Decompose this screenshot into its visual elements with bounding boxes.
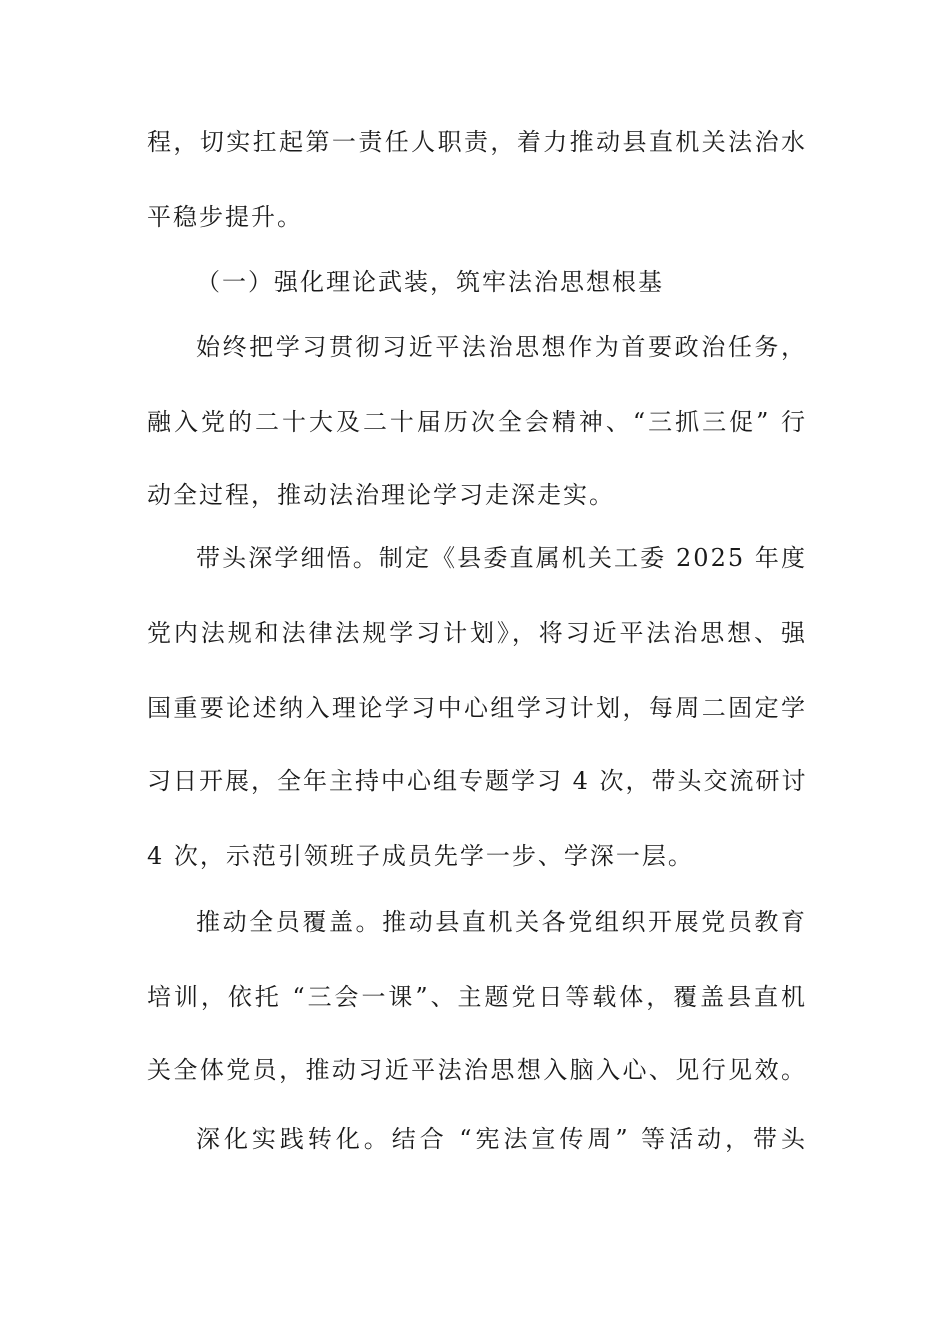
paragraph-line: 关全体党员，推动习近平法治思想入脑入心、见行见效。 — [147, 1056, 807, 1084]
paragraph-line: 党内法规和法律法规学习计划》，将习近平法治思想、强 — [147, 619, 807, 647]
section-heading: （一）强化理论武装，筑牢法治思想根基 — [196, 268, 664, 296]
paragraph-line: 平稳步提升。 — [147, 203, 303, 231]
paragraph-line: 4 次，示范引领班子成员先学一步、学深一层。 — [147, 842, 694, 870]
paragraph-line: 融入党的二十大及二十届历次全会精神、“三抓三促” 行 — [147, 408, 807, 436]
paragraph-line: 始终把学习贯彻习近平法治思想作为首要政治任务， — [196, 333, 807, 361]
paragraph-line: 国重要论述纳入理论学习中心组学习计划，每周二固定学 — [147, 694, 807, 722]
paragraph-line: 深化实践转化。结合 “宪法宣传周” 等活动，带头 — [196, 1125, 807, 1153]
paragraph-line: 动全过程，推动法治理论学习走深走实。 — [147, 481, 615, 509]
paragraph-line: 程，切实扛起第一责任人职责，着力推动县直机关法治水 — [147, 128, 807, 156]
paragraph-line: 推动全员覆盖。推动县直机关各党组织开展党员教育 — [196, 908, 807, 936]
paragraph-line: 习日开展，全年主持中心组专题学习 4 次，带头交流研讨 — [147, 767, 808, 795]
paragraph-line: 带头深学细悟。制定《县委直属机关工委 2025 年度 — [196, 544, 807, 572]
paragraph-line: 培训，依托 “三会一课”、主题党日等载体，覆盖县直机 — [147, 983, 807, 1011]
